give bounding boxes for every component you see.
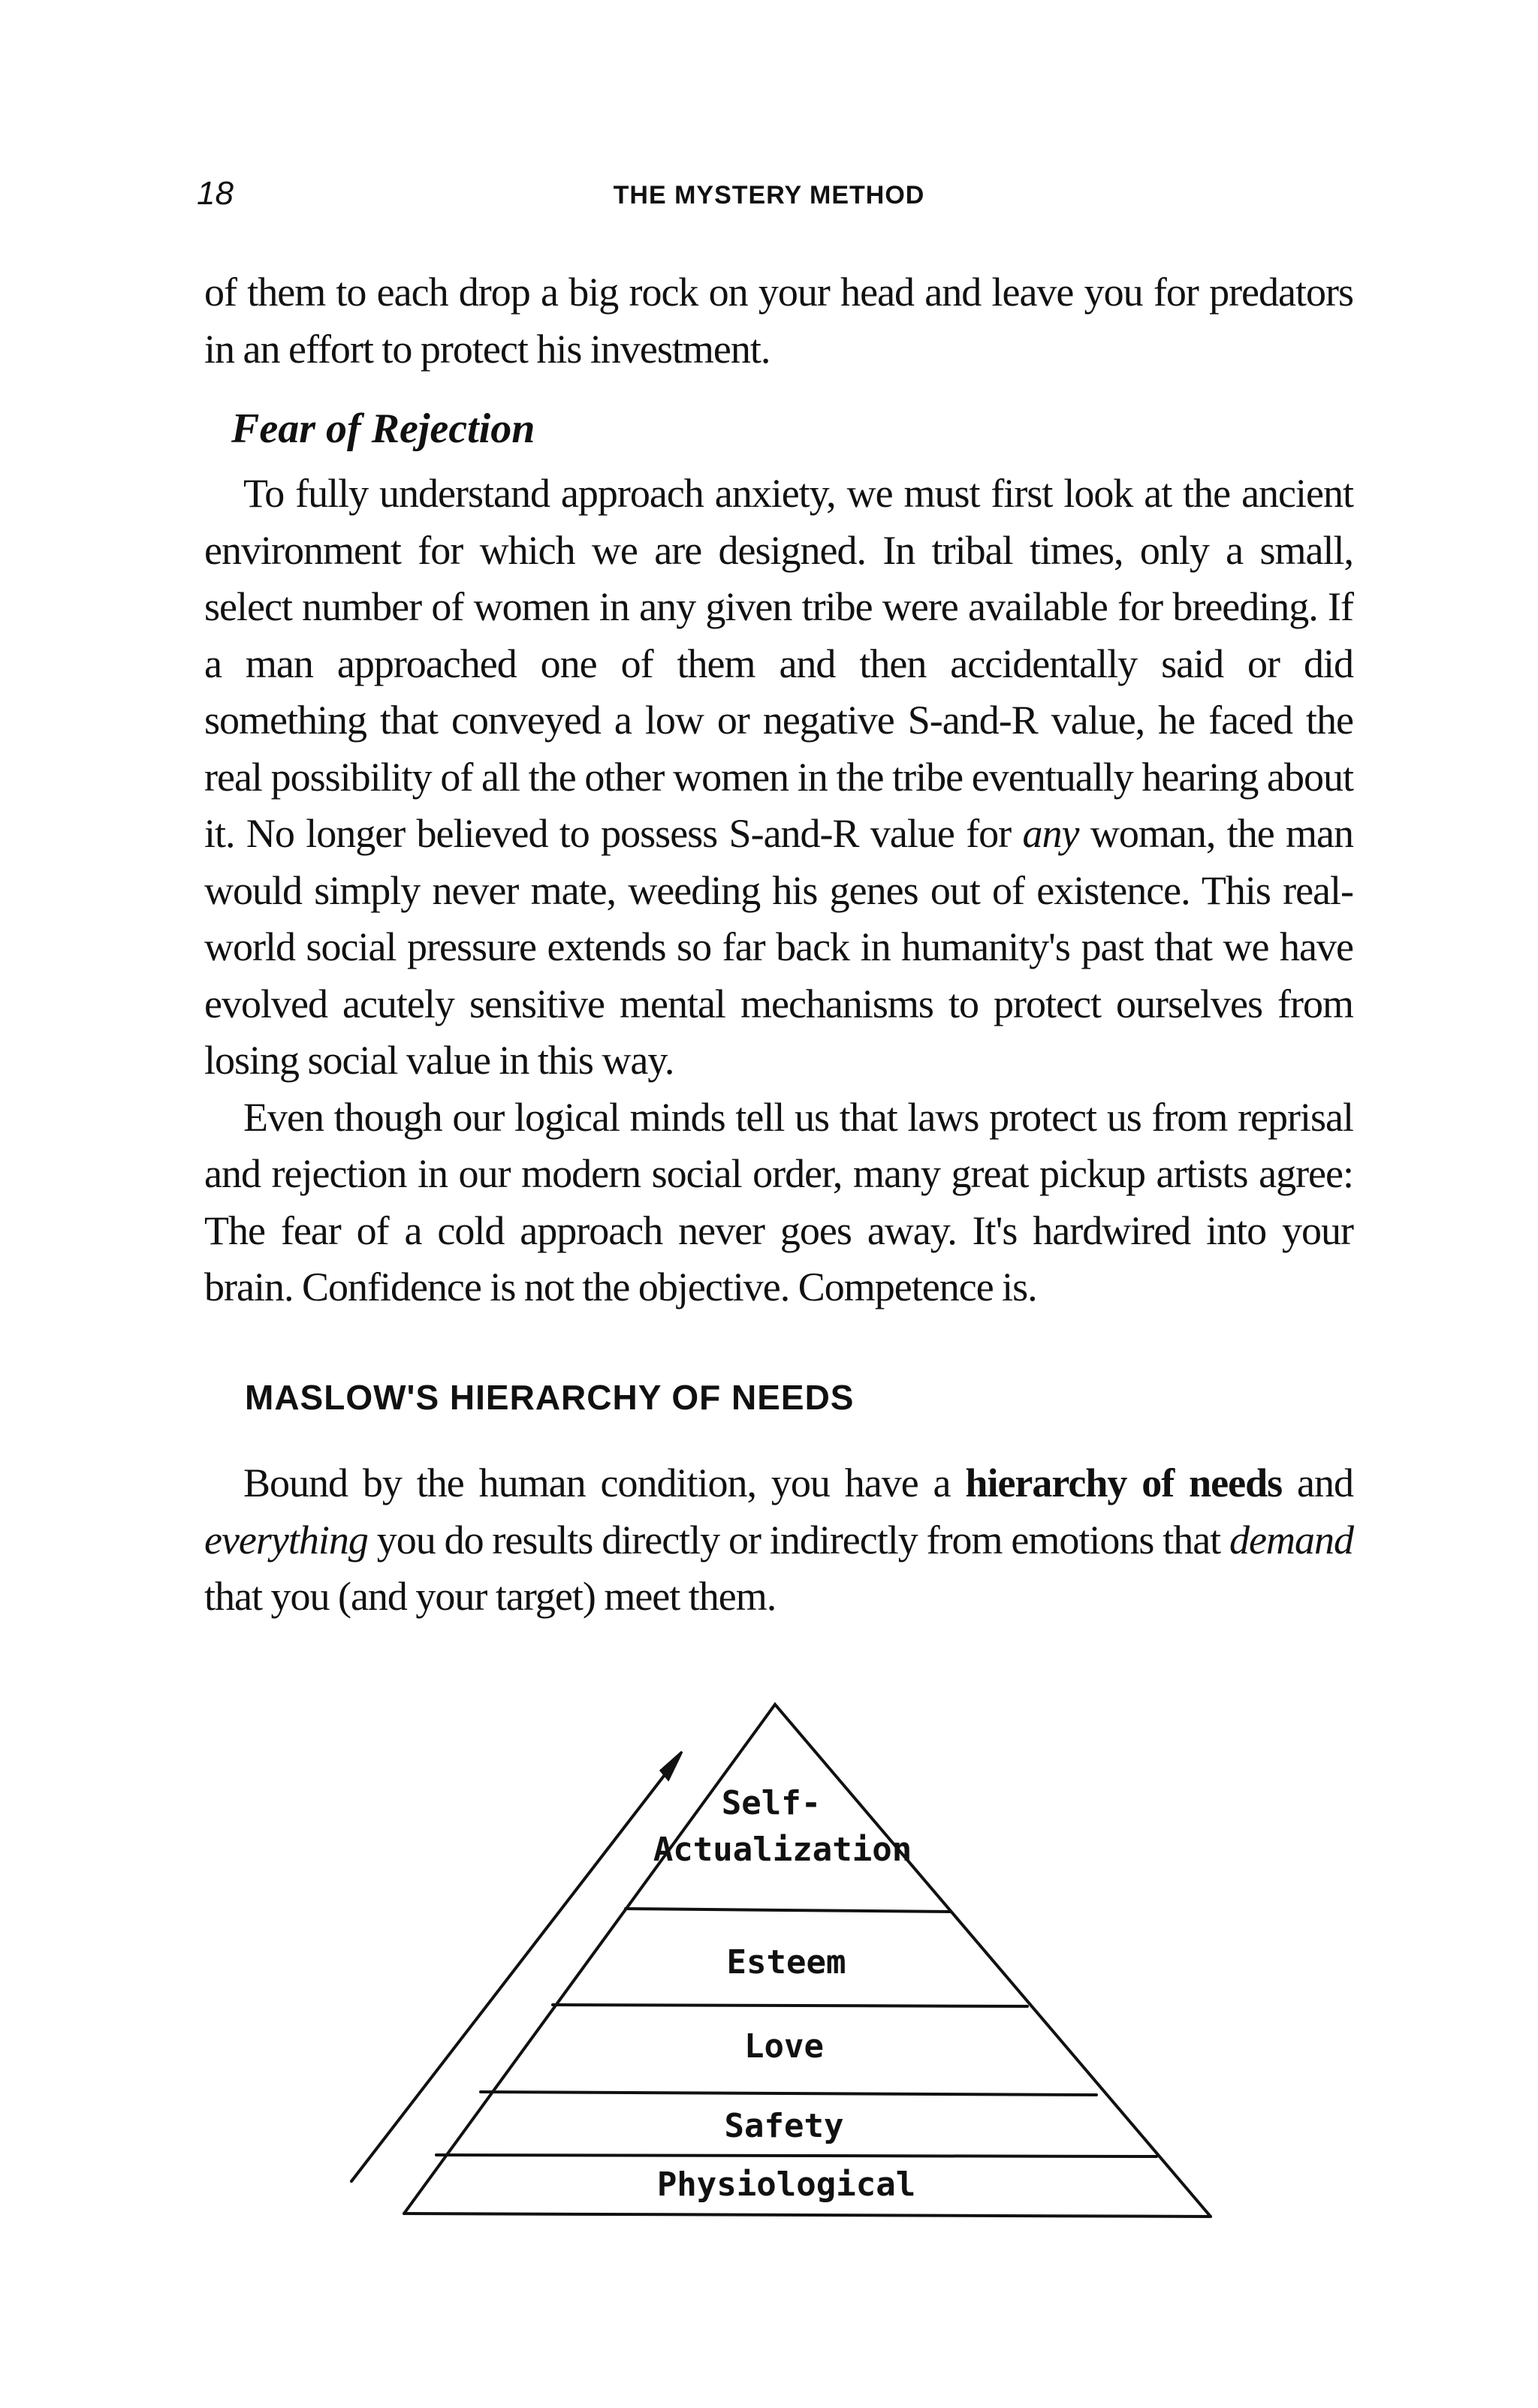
tier-divider-4 <box>436 2155 1157 2156</box>
maslow-p-italic-everything: everything <box>204 1517 368 1563</box>
maslow-section-heading: MASLOW'S HIERARCHY OF NEEDS <box>245 1378 855 1417</box>
maslow-p-text-a: Bound by the human condition, you have a <box>243 1460 966 1505</box>
page-number: 18 <box>197 175 234 212</box>
tier-divider-3 <box>481 2092 1096 2095</box>
running-head <box>0 171 1538 216</box>
maslow-p-bold: hierarchy of needs <box>965 1460 1283 1505</box>
fear-p1-text-a: To fully understand approach anxiety, we must first look at the ancient environment for which we are designed. In tribal times, only a small, select number of women in any given tribe were available for breeding. If a man approached one of them and then accidentally said or did something that conveyed a low or negative S-and-R value, he faced the real possibility of all the other women in the tribe eventually hearing about it. No longer believed to possess S-and-R value for <box>204 471 1353 856</box>
pyramid-svg <box>0 1682 1538 2283</box>
tier-divider-1 <box>626 1909 951 1912</box>
fear-paragraph-2: Even though our logical minds tell us that laws protect us from reprisal and rejection in our modern social order, many great pickup artists agree: The fear of a cold approach never goes away. It's hardwired into your brain. Confidence is not the objective. Competence is. <box>204 1094 1353 1309</box>
fear-p1-text-b: woman, the man would simply never mate, weeding his genes out of existence. This real-world social pressure extends so far back in humanity's past that we have evolved acutely sensitive mental mechanisms to protect ourselves from losing social value in this way. <box>204 811 1353 1083</box>
maslow-p-text-b: and <box>1282 1460 1354 1505</box>
intro-paragraph: of them to each drop a big rock on your head and leave you for predators in an effort to protect his investment. <box>204 270 1353 372</box>
tier-label-esteem: Esteem <box>726 1943 846 1982</box>
tier-label-self: Self- <box>721 1784 822 1822</box>
fear-paragraph-1 <box>204 466 1353 1089</box>
tier-label-actualization: Actualization <box>653 1831 912 1869</box>
fear-section-body <box>204 466 1353 1316</box>
maslow-p-italic-demand: demand <box>1229 1517 1353 1563</box>
maslow-p-text-c: you do results directly or indirectly from emotions that <box>367 1517 1230 1563</box>
fear-p1-emphasis: any <box>1022 811 1079 856</box>
maslow-section-body <box>204 1455 1353 1626</box>
tier-label-safety: Safety <box>724 2107 844 2145</box>
pyramid-base <box>404 2214 1211 2217</box>
maslow-p-text-d: that you (and your target) meet them. <box>204 1574 777 1619</box>
fear-of-rejection-heading: Fear of Rejection <box>231 405 535 452</box>
ascending-arrow-shaft <box>351 1756 680 2181</box>
tier-divider-2 <box>553 2005 1027 2006</box>
maslow-pyramid-diagram <box>0 1682 1538 2283</box>
maslow-paragraph <box>204 1455 1353 1626</box>
running-title: THE MYSTERY METHOD <box>613 181 925 209</box>
tier-label-love: Love <box>744 2027 824 2066</box>
tier-label-physiological: Physiological <box>656 2165 916 2204</box>
ascending-arrow-head <box>661 1752 682 1780</box>
intro-text <box>204 264 1353 378</box>
